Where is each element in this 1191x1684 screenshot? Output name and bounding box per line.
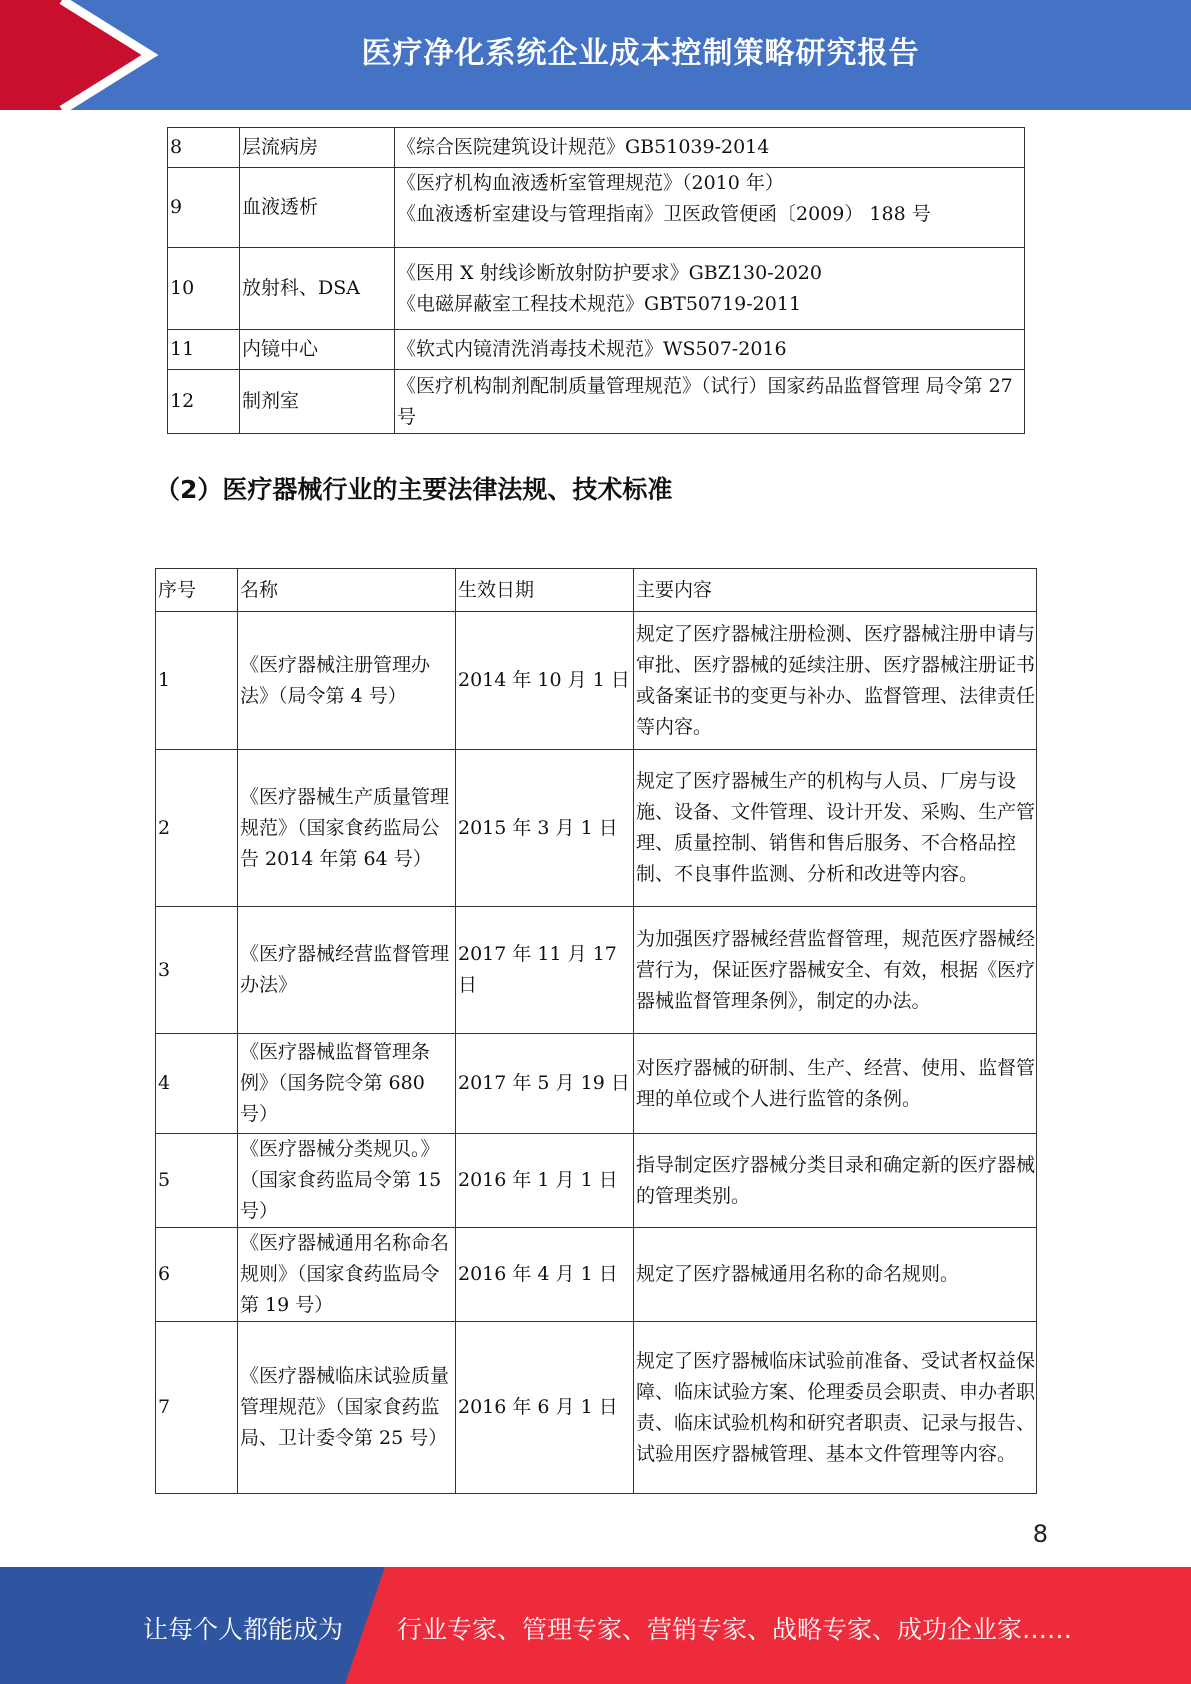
table-row [156, 1228, 1037, 1322]
standards: 《医疗机构制剂配制质量管理规范》（试行）国家药品监督管理 局令第 27 号 [395, 370, 1025, 434]
table-row [168, 128, 1025, 168]
effective-date: 2016 年 6 月 1 日 [456, 1322, 634, 1494]
medical-device-regulations-table [155, 568, 1037, 1494]
report-title: 医疗净化系统企业成本控制策略研究报告 [361, 36, 920, 71]
header-content: 主要内容 [634, 569, 1037, 612]
footer-slogan-right: 行业专家、管理专家、营销专家、战略专家、成功企业家…… [397, 1615, 1073, 1644]
row-number: 10 [168, 248, 240, 330]
effective-date: 2016 年 1 月 1 日 [456, 1134, 634, 1228]
main-content: 规定了医疗器械注册检测、医疗器械注册申请与审批、医疗器械的延续注册、医疗器械注册证书或备案证书的变更与补办、监督管理、法律责任等内容。 [634, 612, 1037, 750]
section-heading: （2）医疗器械行业的主要法律法规、技术标准 [155, 475, 673, 504]
main-content: 规定了医疗器械通用名称的命名规则。 [634, 1228, 1037, 1322]
effective-date: 2016 年 4 月 1 日 [456, 1228, 634, 1322]
row-number: 6 [156, 1228, 238, 1322]
effective-date: 2014 年 10 月 1 日 [456, 612, 634, 750]
row-number: 7 [156, 1322, 238, 1494]
header-name: 名称 [238, 569, 456, 612]
table-row [156, 612, 1037, 750]
row-number: 5 [156, 1134, 238, 1228]
footer-slogan-left: 让每个人都能成为 [143, 1615, 344, 1644]
standards: 《医用 X 射线诊断放射防护要求》GBZ130-2020 《电磁屏蔽室工程技术规范》GBT50719-2011 [395, 248, 1025, 330]
table-row [156, 1322, 1037, 1494]
regulation-name: 《医疗器械临床试验质量管理规范》（国家食药监局、卫计委令第 25 号） [238, 1322, 456, 1494]
page-header [0, 0, 1191, 110]
effective-date: 2015 年 3 月 1 日 [456, 750, 634, 907]
main-content: 对医疗器械的研制、生产、经营、使用、监督管理的单位或个人进行监管的条例。 [634, 1034, 1037, 1134]
header-date: 生效日期 [456, 569, 634, 612]
row-number: 3 [156, 907, 238, 1034]
table-row [156, 750, 1037, 907]
standards: 《软式内镜清洗消毒技术规范》WS507-2016 [395, 330, 1025, 370]
standards: 《综合医院建筑设计规范》GB51039-2014 [395, 128, 1025, 168]
department: 放射科、DSA [240, 248, 395, 330]
row-number: 4 [156, 1034, 238, 1134]
main-content: 指导制定医疗器械分类目录和确定新的医疗器械的管理类别。 [634, 1134, 1037, 1228]
regulation-name: 《医疗器械分类规贝。》（国家食药监局令第 15 号） [238, 1134, 456, 1228]
row-number: 9 [168, 168, 240, 248]
effective-date: 2017 年 5 月 19 日 [456, 1034, 634, 1134]
department: 血液透析 [240, 168, 395, 248]
effective-date: 2017 年 11 月 17 日 [456, 907, 634, 1034]
standards-table-continued [167, 127, 1025, 434]
table-row [156, 1034, 1037, 1134]
row-number: 2 [156, 750, 238, 907]
header-red-arrow-decoration [0, 0, 160, 110]
department: 层流病房 [240, 128, 395, 168]
department: 制剂室 [240, 370, 395, 434]
regulation-name: 《医疗器械监督管理条例》（国务院令第 680 号） [238, 1034, 456, 1134]
regulation-name: 《医疗器械通用名称命名规则》（国家食药监局令第 19 号） [238, 1228, 456, 1322]
table-row [168, 248, 1025, 330]
table-header-row [156, 569, 1037, 612]
table-row [156, 1134, 1037, 1228]
main-content: 规定了医疗器械生产的机构与人员、厂房与设施、设备、文件管理、设计开发、采购、生产管理、质量控制、销售和售后服务、不合格品控制、不良事件监测、分析和改进等内容。 [634, 750, 1037, 907]
table-row [168, 168, 1025, 248]
header-no: 序号 [156, 569, 238, 612]
standards: 《医疗机构血液透析室管理规范》（2010 年） 《血液透析室建设与管理指南》卫医政管便函〔2009） 188 号 [395, 168, 1025, 248]
row-number: 12 [168, 370, 240, 434]
table-row [168, 330, 1025, 370]
page-number: 8 [1032, 1520, 1048, 1548]
regulation-name: 《医疗器械注册管理办法》（局令第 4 号） [238, 612, 456, 750]
page-footer [0, 1567, 1191, 1684]
row-number: 8 [168, 128, 240, 168]
regulation-name: 《医疗器械经营监督管理办法》 [238, 907, 456, 1034]
main-content: 为加强医疗器械经营监督管理，规范医疗器械经营行为，保证医疗器械安全、有效，根据《医疗器械监督管理条例》，制定的办法。 [634, 907, 1037, 1034]
row-number: 1 [156, 612, 238, 750]
row-number: 11 [168, 330, 240, 370]
department: 内镜中心 [240, 330, 395, 370]
regulation-name: 《医疗器械生产质量管理规范》（国家食药监局公告 2014 年第 64 号） [238, 750, 456, 907]
main-content: 规定了医疗器械临床试验前准备、受试者权益保障、临床试验方案、伦理委员会职责、申办者职责、临床试验机构和研究者职责、记录与报告、试验用医疗器械管理、基本文件管理等内容。 [634, 1322, 1037, 1494]
table-row [156, 907, 1037, 1034]
table-row [168, 370, 1025, 434]
